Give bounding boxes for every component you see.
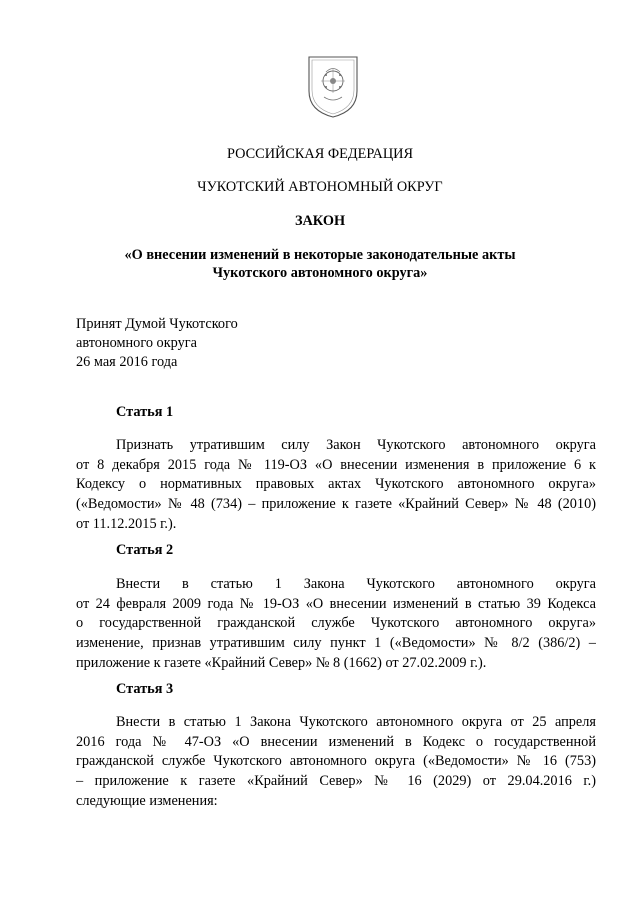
text-line: гражданской службе Чукотского автономного округа («Ведомости» № 16 (753) [76,753,596,770]
federation-heading: РОССИЙСКАЯ ФЕДЕРАЦИЯ [227,146,413,162]
text-line: от 8 декабря 2015 года № 119-ОЗ «О внесении изменения в приложение 6 к [76,456,596,473]
article-3-title: Статья 3 [116,681,174,697]
article-3-text [76,713,596,811]
article-2-title: Статья 2 [116,542,174,558]
document-type-heading: ЗАКОН [294,213,346,229]
adoption-line: Принят Думой Чукотского [76,316,238,332]
text-line: («Ведомости» № 48 (734) – приложение к газете «Крайний Север» № 48 (2010) [76,496,596,513]
region-heading: ЧУКОТСКИЙ АВТОНОМНЫЙ ОКРУГ [197,179,443,195]
article-2-text [76,575,596,673]
text-line: Внести в статью 1 Закона Чукотского автономного округа [116,576,596,592]
article-1-title: Статья 1 [116,404,174,420]
text-line: изменение, признав утратившим силу пункт 1 («Ведомости» № 8/2 (386/2) – [76,635,596,652]
text-line: приложение к газете «Крайний Север» № 8 (1662) от 27.02.2009 г.). [76,654,487,671]
text-line: о государственной гражданской службе Чукотского автономного округа» [76,615,596,632]
text-line: от 24 февраля 2009 года № 19-ОЗ «О внесении изменений в статью 39 Кодекса [76,595,596,612]
text-line: следующие изменения: [76,792,218,809]
article-1-text [76,436,596,534]
text-line: Внести в статью 1 Закона Чукотского автономного округа от 25 апреля [116,714,596,730]
text-line: – приложение к газете «Крайний Север» № 16 (2029) от 29.04.2016 г.) [76,773,596,790]
adoption-date: 26 мая 2016 года [76,354,178,370]
adoption-block [76,315,238,372]
adoption-line: автономного округа [76,335,197,351]
coat-of-arms-emblem [306,55,360,119]
law-title-line-2: Чукотского автономного округа» [212,265,428,281]
text-line: от 11.12.2015 г.). [76,515,177,532]
text-line: 2016 года № 47-ОЗ «О внесении изменений в Кодекс о государственной [76,733,596,750]
text-line: Признать утратившим силу Закон Чукотского автономного округа [116,437,596,453]
text-line: Кодексу о нормативных правовых актах Чукотского автономного округа» [76,476,596,493]
law-title-line-1: «О внесении изменений в некоторые законодательные акты [124,247,516,263]
